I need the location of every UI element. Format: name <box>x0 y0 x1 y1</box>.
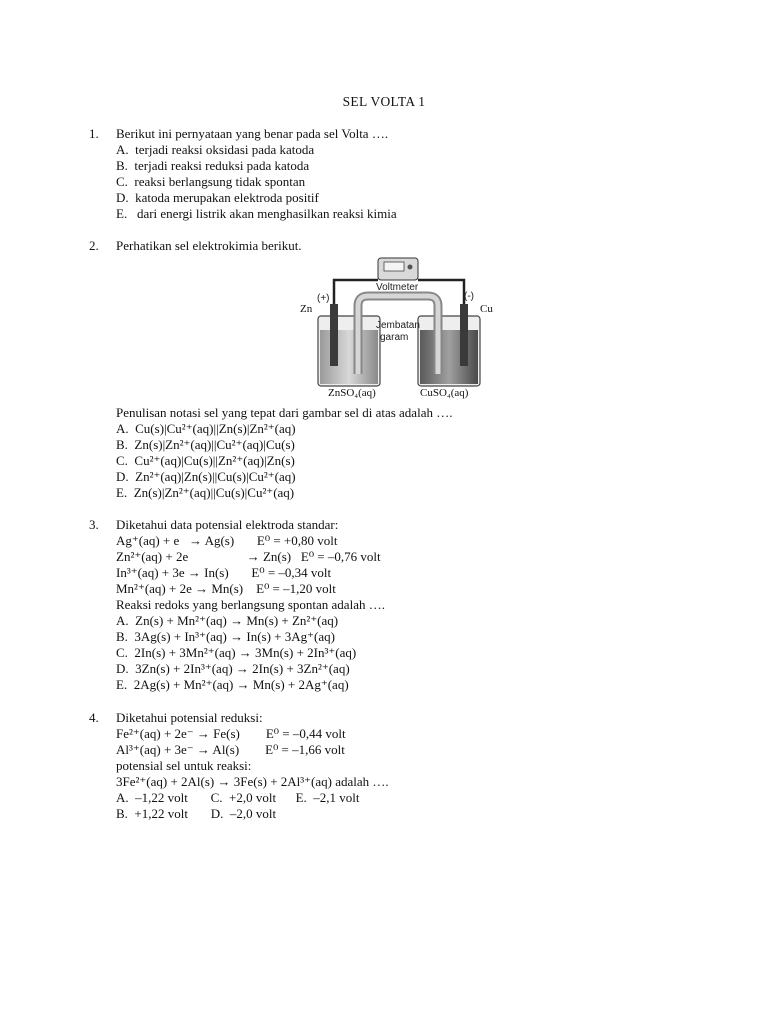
question-prompt: Reaksi redoks yang berlangsung spontan adalah …. <box>116 597 385 612</box>
data-line: Mn²⁺(aq) + 2e → Mn(s) E⁰ = –1,20 volt <box>116 581 336 596</box>
cu-electrode-label: Cu <box>480 303 493 315</box>
question-prompt: potensial sel untuk reaksi: <box>116 758 252 773</box>
data-line: Ag⁺(aq) + e → Ag(s) E⁰ = +0,80 volt <box>116 533 338 548</box>
option-b: B. Zn(s)|Zn²⁺(aq)||Cu²⁺(aq)|Cu(s) <box>116 437 295 452</box>
option-c: C. 2In(s) + 3Mn²⁺(aq) → 3Mn(s) + 2In³⁺(aq) <box>116 645 357 660</box>
electrochemical-cell-diagram <box>296 254 502 404</box>
options-row-2: B. +1,22 volt D. –2,0 volt <box>116 806 277 821</box>
question-text: Perhatikan sel elektrokimia berikut. <box>116 238 302 253</box>
question-number: 4. <box>89 710 99 725</box>
cuso4-label: CuSO₄(aq) <box>420 387 469 399</box>
data-line: Fe²⁺(aq) + 2e⁻ → Fe(s) E⁰ = –0,44 volt <box>116 726 346 741</box>
data-line: Al³⁺(aq) + 3e⁻ → Al(s) E⁰ = –1,66 volt <box>116 742 345 757</box>
option-d: D. katoda merupakan elektroda positif <box>116 190 319 205</box>
option-a: A. Zn(s) + Mn²⁺(aq) → Mn(s) + Zn²⁺(aq) <box>116 613 339 628</box>
question-number: 3. <box>89 517 99 532</box>
question-text: Diketahui data potensial elektroda standar: <box>116 517 339 532</box>
question-text: Berikut ini pernyataan yang benar pada sel Volta …. <box>116 126 389 141</box>
question-prompt: Penulisan notasi sel yang tepat dari gambar sel di atas adalah …. <box>116 405 453 420</box>
option-c: C. reaksi berlangsung tidak spontan <box>116 174 306 189</box>
question-number: 1. <box>89 126 99 141</box>
data-line: In³⁺(aq) + 3e → In(s) E⁰ = –0,34 volt <box>116 565 332 580</box>
salt-bridge-label-2: garam <box>380 332 409 343</box>
option-d: D. 3Zn(s) + 2In³⁺(aq) → 2In(s) + 3Zn²⁺(aq) <box>116 661 350 676</box>
zn-electrode-label: Zn <box>300 303 313 315</box>
positive-sign-label: (+) <box>317 293 330 304</box>
document-title: SEL VOLTA 1 <box>342 94 426 109</box>
option-b: B. 3Ag(s) + In³⁺(aq) → In(s) + 3Ag⁺(aq) <box>116 629 335 644</box>
option-d: D. Zn²⁺(aq)|Zn(s)||Cu(s)|Cu²⁺(aq) <box>116 469 296 484</box>
data-line: Zn²⁺(aq) + 2e → Zn(s) E⁰ = –0,76 volt <box>116 549 381 564</box>
option-b: B. terjadi reaksi reduksi pada katoda <box>116 158 310 173</box>
option-a: A. Cu(s)|Cu²⁺(aq)||Zn(s)|Zn²⁺(aq) <box>116 421 296 436</box>
option-c: C. Cu²⁺(aq)|Cu(s)||Zn²⁺(aq)|Zn(s) <box>116 453 295 468</box>
question-text: Diketahui potensial reduksi: <box>116 710 263 725</box>
option-e: E. Zn(s)|Zn²⁺(aq)||Cu(s)|Cu²⁺(aq) <box>116 485 295 500</box>
question-number: 2. <box>89 238 99 253</box>
option-a: A. terjadi reaksi oksidasi pada katoda <box>116 142 315 157</box>
salt-bridge-label: Jembatan <box>376 320 420 331</box>
option-e: E. dari energi listrik akan menghasilkan reaksi kimia <box>116 206 397 221</box>
option-e: E. 2Ag(s) + Mn²⁺(aq) → Mn(s) + 2Ag⁺(aq) <box>116 677 349 692</box>
negative-sign-label: (-) <box>464 291 474 302</box>
options-row-1: A. –1,22 volt C. +2,0 volt E. –2,1 volt <box>116 790 360 805</box>
znso4-label: ZnSO₄(aq) <box>328 387 376 399</box>
voltmeter-label: Voltmeter <box>376 282 419 293</box>
reaction-line: 3Fe²⁺(aq) + 2Al(s) → 3Fe(s) + 2Al³⁺(aq) adalah …. <box>116 774 389 789</box>
